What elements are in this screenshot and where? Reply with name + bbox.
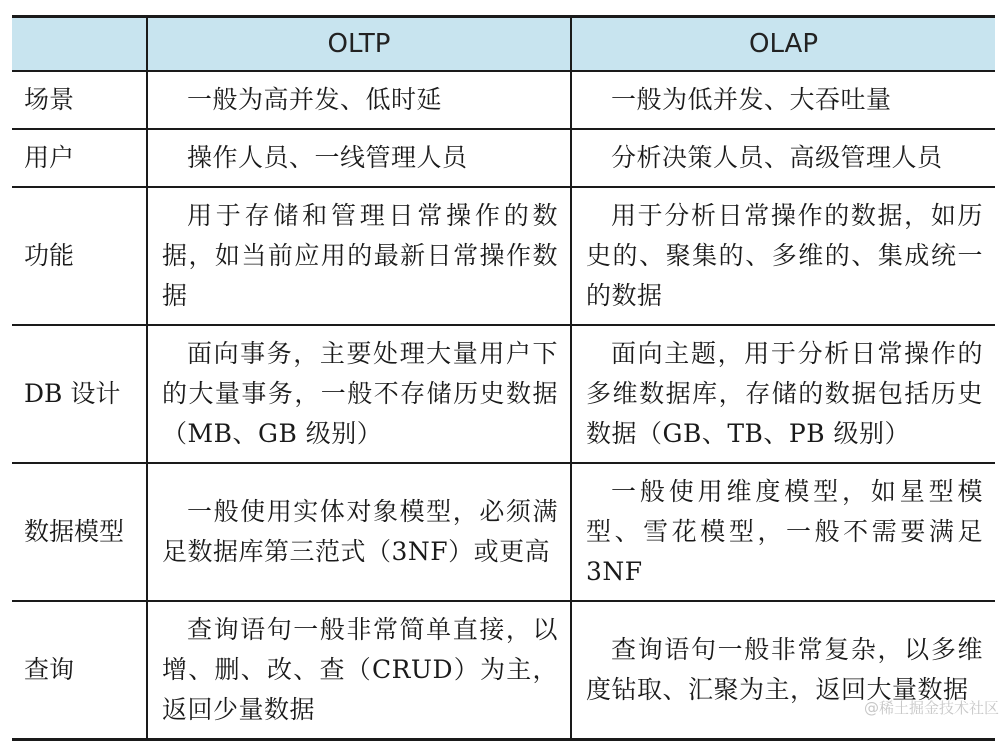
- row-label: 用户: [12, 129, 147, 187]
- oltp-cell: [147, 129, 571, 187]
- oltp-cell: [147, 71, 571, 129]
- oltp-cell: [147, 601, 571, 740]
- table-row: [12, 129, 995, 187]
- oltp-text: 操作人员、一线管理人员: [187, 143, 468, 172]
- watermark: @稀土掘金技术社区: [863, 699, 999, 717]
- olap-text: 一般使用维度模型，如星型模型、雪花模型，一般不需要满足 3NF: [586, 477, 983, 586]
- row-label: 数据模型: [12, 463, 147, 601]
- oltp-cell: [147, 325, 571, 463]
- row-label: 场景: [12, 71, 147, 129]
- table-row: [12, 187, 995, 325]
- row-label: DB 设计: [12, 325, 147, 463]
- header-oltp: OLTP: [147, 17, 571, 72]
- olap-cell: [571, 463, 995, 601]
- header-row: [12, 17, 995, 72]
- table-row: [12, 325, 995, 463]
- olap-text: 查询语句一般非常复杂，以多维度钻取、汇聚为主，返回大量数据: [586, 635, 983, 704]
- table-row: [12, 601, 995, 740]
- oltp-text: 面向事务，主要处理大量用户下的大量事务，一般不存储历史数据（MB、GB 级别）: [162, 339, 558, 448]
- olap-text: 面向主题，用于分析日常操作的多维数据库，存储的数据包括历史数据（GB、TB、PB 级别）: [586, 339, 983, 448]
- olap-cell: [571, 129, 995, 187]
- oltp-cell: [147, 463, 571, 601]
- oltp-text: 一般为高并发、低时延: [187, 85, 443, 114]
- olap-cell: [571, 71, 995, 129]
- olap-cell: [571, 601, 995, 740]
- olap-text: 一般为低并发、大吞吐量: [611, 85, 892, 114]
- oltp-text: 用于存储和管理日常操作的数据，如当前应用的最新日常操作数据: [162, 201, 558, 310]
- table-row: [12, 71, 995, 129]
- oltp-text: 一般使用实体对象模型，必须满足数据库第三范式（3NF）或更高: [162, 497, 558, 566]
- olap-text: 分析决策人员、高级管理人员: [611, 143, 943, 172]
- oltp-cell: [147, 187, 571, 325]
- header-corner: [12, 17, 147, 72]
- row-label: 查询: [12, 601, 147, 740]
- comparison-table: [12, 15, 995, 741]
- oltp-text: 查询语句一般非常简单直接，以增、删、改、查（CRUD）为主，返回少量数据: [162, 615, 558, 724]
- olap-cell: [571, 187, 995, 325]
- table-row: [12, 463, 995, 601]
- row-label: 功能: [12, 187, 147, 325]
- olap-text: 用于分析日常操作的数据，如历史的、聚集的、多维的、集成统一的数据: [586, 201, 983, 310]
- olap-cell: [571, 325, 995, 463]
- header-olap: OLAP: [571, 17, 995, 72]
